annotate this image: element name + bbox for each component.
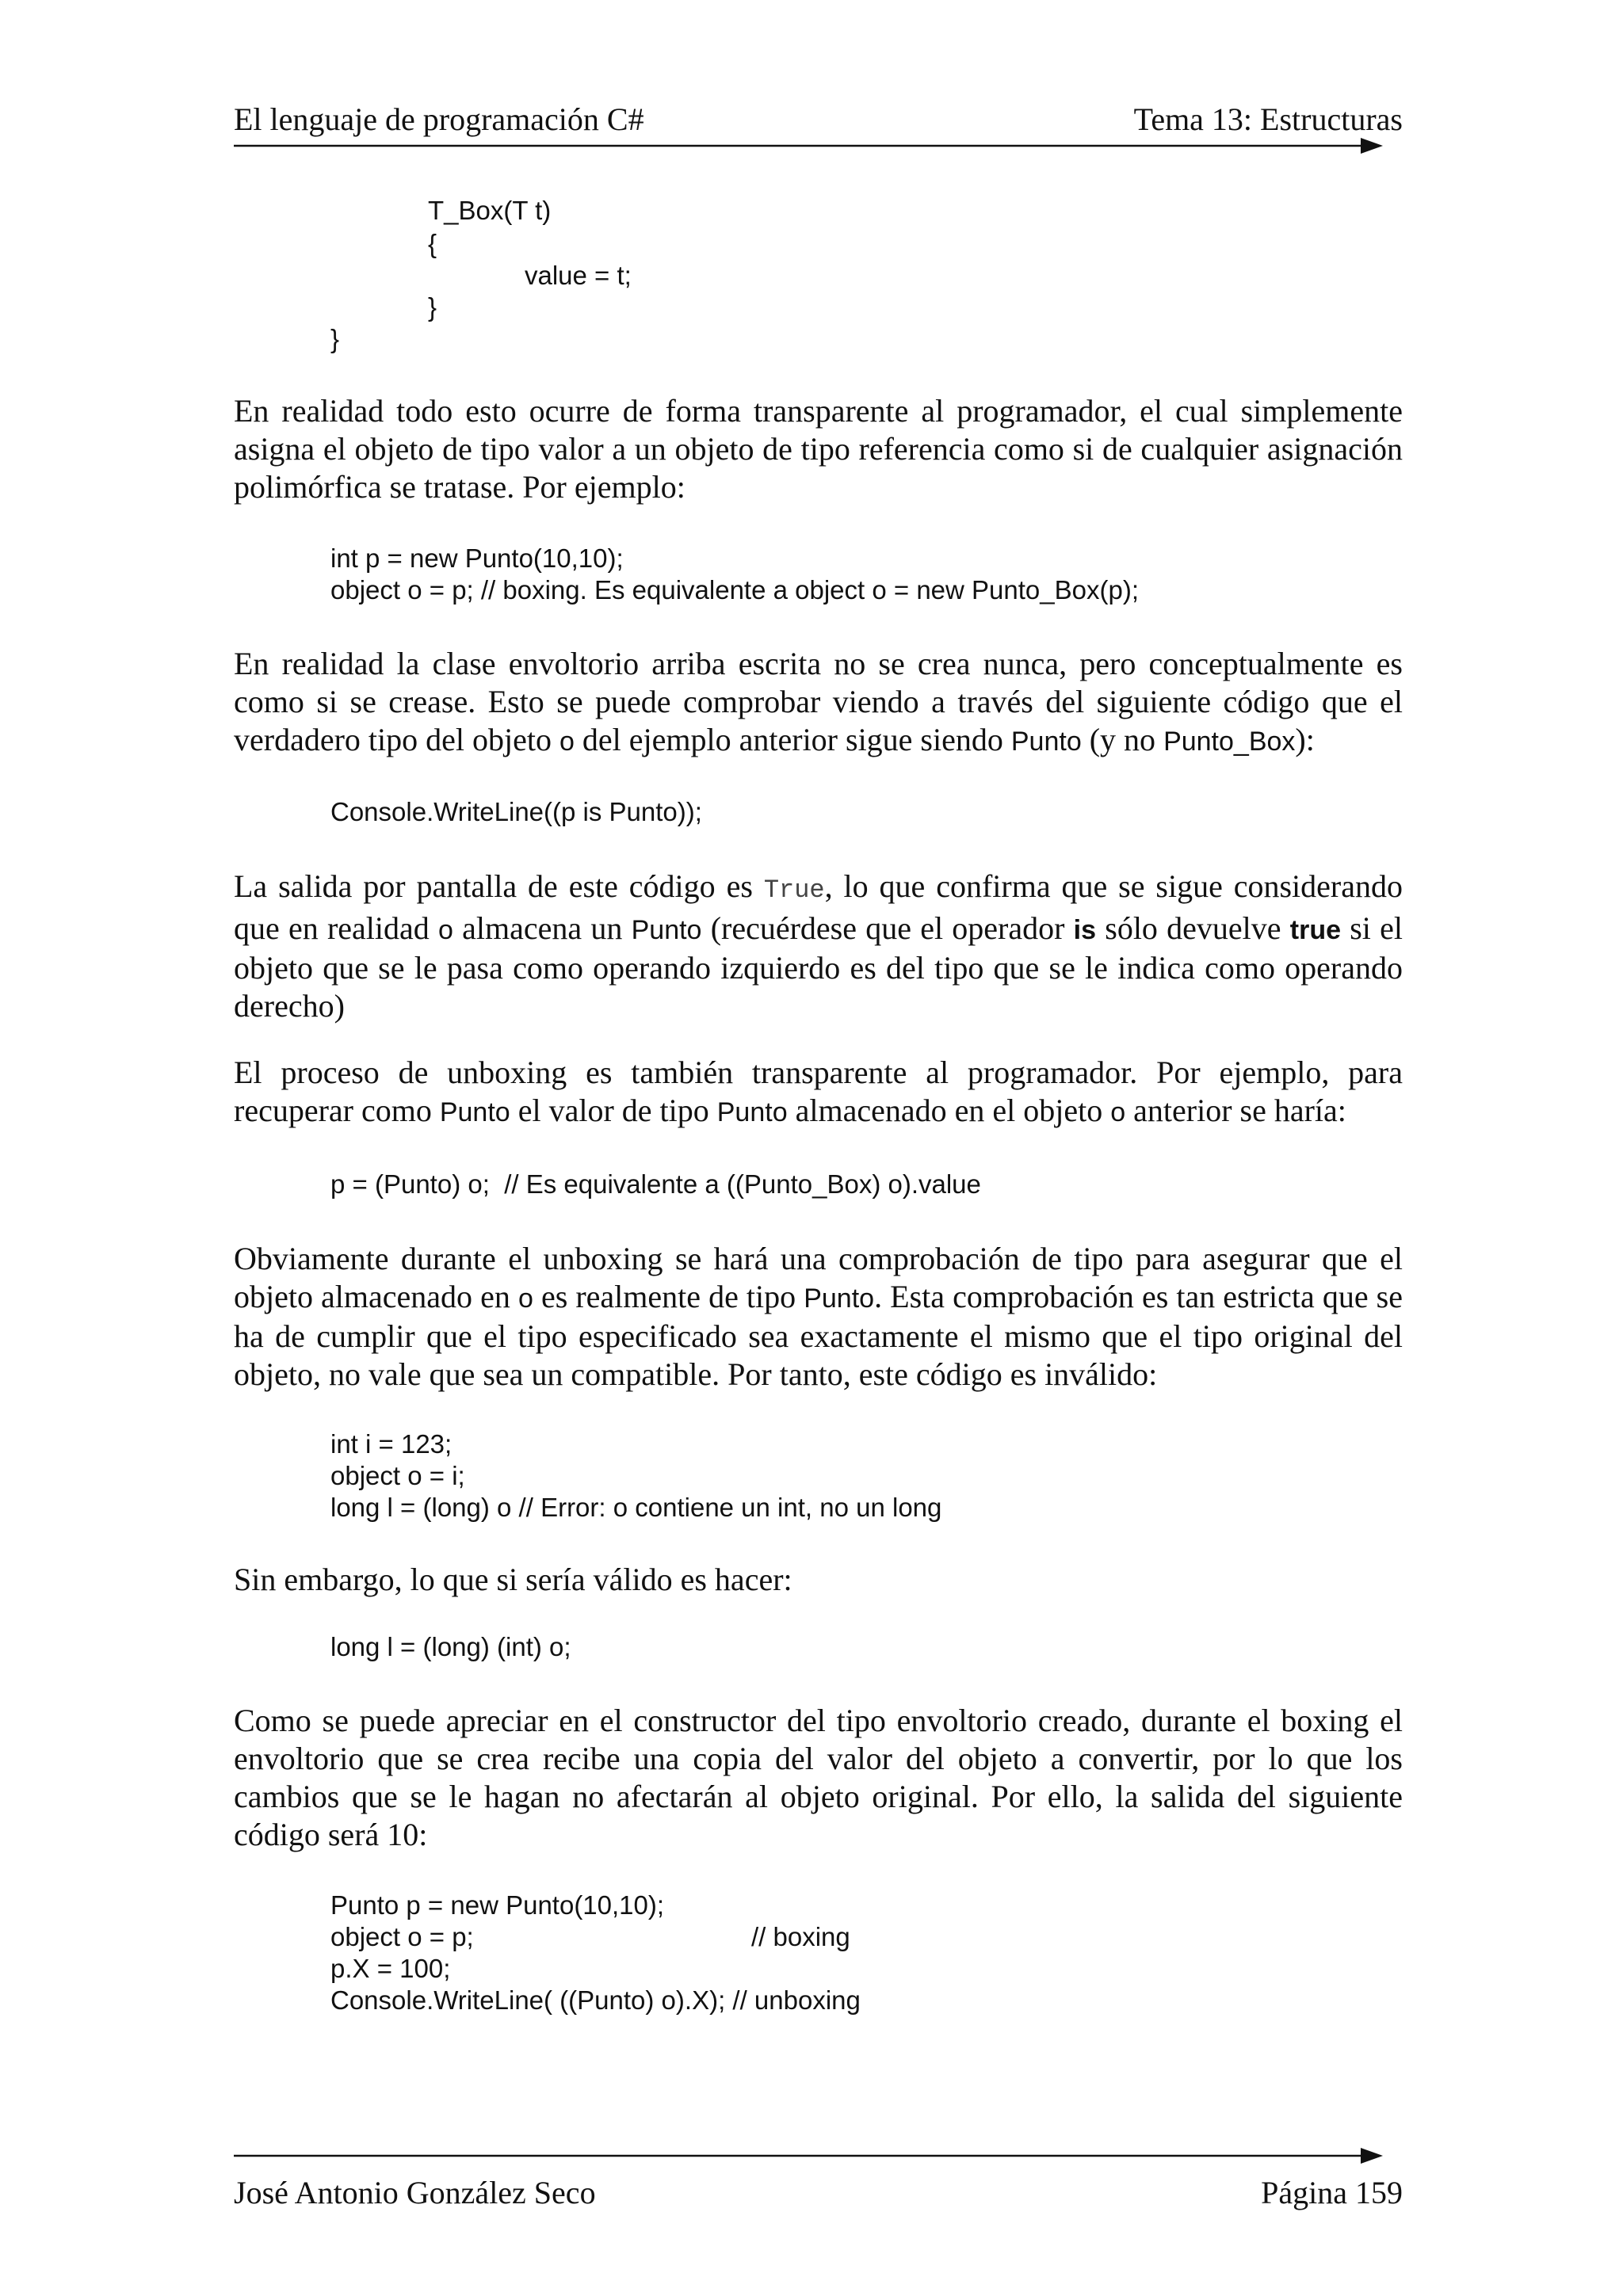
text-run: almacena un	[453, 910, 632, 946]
code-line: }	[428, 292, 437, 322]
code-line: p = (Punto) o; // Es equivalente a ((Punto_Box) o).value	[330, 1169, 981, 1199]
footer-arrow-rule	[234, 2142, 1383, 2170]
code-line: object o = p; // boxing. Es equivalente a object o = new Punto_Box(p);	[330, 575, 1139, 605]
inline-keyword: true	[1289, 915, 1341, 945]
paragraph	[234, 1240, 1403, 1394]
text-run: sólo devuelve	[1096, 910, 1290, 946]
text-run: Obviamente durante el unboxing se hará una comprobación de tipo para asegurar que el objeto almacenado en	[234, 1241, 1403, 1314]
text-run: el valor de tipo	[510, 1093, 717, 1128]
inline-code: o	[517, 1283, 533, 1314]
text-run: La salida por pantalla de este código es	[234, 868, 764, 904]
header-book-title: El lenguaje de programación C#	[234, 101, 644, 137]
code-line: object o = p;	[330, 1922, 474, 1951]
inline-keyword: is	[1073, 915, 1097, 945]
code-line: value = t;	[525, 261, 632, 290]
code-line: T_Box(T t)	[428, 196, 552, 225]
text-run: . Esta comprobación es tan estricta que se ha de cumplir que el tipo especificado sea exactamente el mismo que el tipo original del objeto, no vale que sea un compatible. Por tanto, este código es inválido:	[234, 1279, 1403, 1392]
text-run: (y no	[1081, 722, 1164, 757]
inline-code: Punto	[716, 1097, 788, 1127]
inline-code: o	[438, 915, 453, 945]
paragraph	[234, 645, 1403, 761]
inline-code: True	[763, 875, 825, 905]
text-run: anterior se haría:	[1125, 1093, 1346, 1128]
text-run: si el objeto que se le pasa como operando izquierdo es del tipo que se le indica como operando derecho)	[234, 910, 1403, 1024]
paragraph	[234, 1054, 1403, 1131]
code-line: int p = new Punto(10,10);	[330, 543, 624, 573]
code-line: int i = 123;	[330, 1429, 453, 1459]
text-run: del ejemplo anterior sigue siendo	[574, 722, 1011, 757]
inline-code: Punto	[804, 1283, 875, 1314]
code-line: }	[330, 324, 340, 353]
text-run: (recuérdese que el operador	[701, 910, 1074, 946]
code-line: long l = (long) o // Error: o contiene un int, no un long	[330, 1493, 942, 1522]
text-run: , lo que confirma que se sigue considerando que en realidad	[234, 868, 1403, 946]
code-line: p.X = 100;	[330, 1954, 451, 1983]
paragraph: En realidad todo esto ocurre de forma transparente al programador, el cual simplemente asigna el objeto de tipo valor a un objeto de tipo referencia como si de cualquier asignación polimórfica se tratase. Por ejemplo:	[234, 393, 1403, 505]
code-line: Console.WriteLine( ((Punto) o).X); // unboxing	[330, 1985, 861, 2015]
code-line: Console.WriteLine((p is Punto));	[330, 797, 702, 826]
text-run: El proceso de unboxing es también transparente al programador. Por ejemplo, para recuperar como	[234, 1055, 1403, 1128]
code-line: object o = i;	[330, 1461, 465, 1490]
text-run: almacenado en el objeto	[787, 1093, 1111, 1128]
header-arrow-rule	[234, 132, 1383, 160]
inline-code: Punto	[1010, 727, 1082, 757]
code-line: long l = (long) (int) o;	[330, 1632, 571, 1661]
inline-code: Punto	[439, 1097, 510, 1127]
inline-code: Punto_Box	[1163, 727, 1296, 757]
footer-author: José Antonio González Seco	[234, 2175, 596, 2210]
text-run: es realmente de tipo	[533, 1279, 804, 1314]
text-run: ):	[1295, 722, 1315, 757]
header-chapter-title: Tema 13: Estructuras	[1133, 101, 1403, 137]
inline-code: o	[559, 727, 575, 757]
code-line: Punto p = new Punto(10,10);	[330, 1890, 665, 1920]
code-comment: // boxing	[751, 1922, 850, 1951]
text-run: En realidad la clase envoltorio arriba escrita no se crea nunca, pero conceptualmente es como si se crease. Esto se puede comprobar viendo a través del siguiente código que el verdadero tipo del objeto	[234, 646, 1403, 757]
paragraph: Sin embargo, lo que si sería válido es hacer:	[234, 1562, 792, 1597]
footer-page-number: Página 159	[1261, 2175, 1403, 2210]
inline-code: Punto	[631, 915, 702, 945]
paragraph	[234, 868, 1403, 1025]
inline-code: o	[1110, 1097, 1126, 1127]
code-line: {	[428, 229, 437, 258]
paragraph: Como se puede apreciar en el constructor del tipo envoltorio creado, durante el boxing el envoltorio que se crea recibe una copia del valor del objeto a convertir, por lo que los cambios que se le hagan no afectarán al objeto original. Por ello, la salida del siguiente código será 10:	[234, 1703, 1403, 1852]
